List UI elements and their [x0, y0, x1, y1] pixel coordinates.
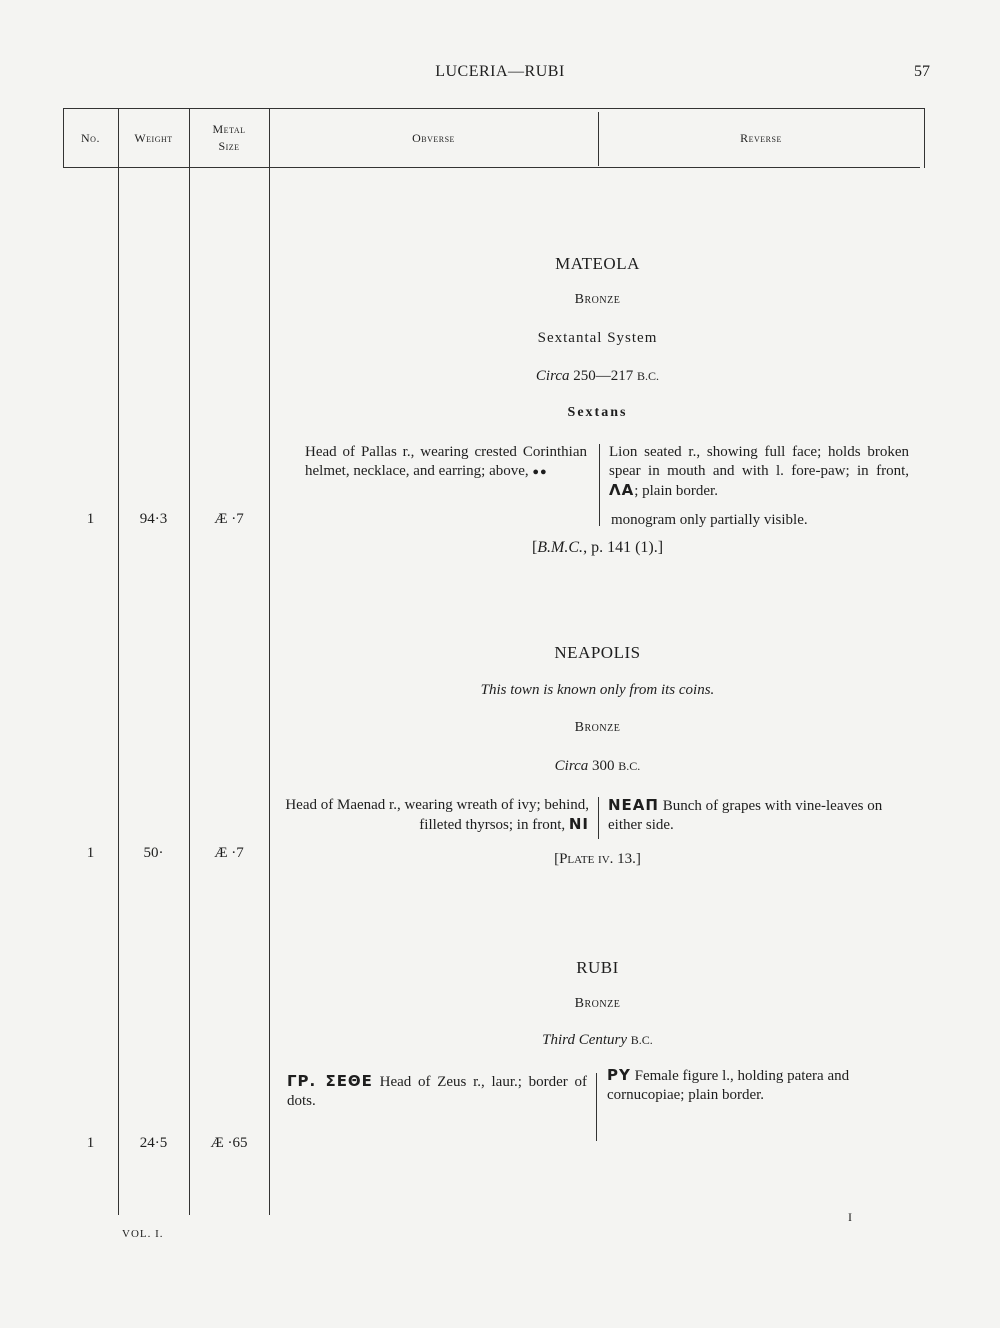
reference-title: B.M.C. [537, 539, 584, 556]
reference-bracket: [ [531, 539, 538, 556]
running-head: LUCERIA—RUBI [435, 63, 565, 80]
date-suffix: B.C. [630, 1033, 653, 1047]
reverse-note-mateola: monogram only partially visible. [611, 512, 808, 528]
reverse-text: Bunch of grapes with vine-leaves on either side. [608, 798, 883, 833]
date-suffix: B.C. [618, 759, 641, 773]
page-number: 57 [914, 63, 930, 80]
top-rule [63, 108, 925, 109]
reverse-mateola [609, 443, 909, 501]
header-metal: Metal [212, 122, 246, 136]
reverse-text-end: ; plain border. [634, 483, 718, 499]
obverse-text: Head of Pallas r., wearing crested Corinthian helmet, necklace, and earring; above, [305, 444, 587, 479]
metal-neapolis: Bronze [574, 720, 621, 735]
row-weight-mateola: 94·3 [139, 511, 168, 527]
note-neapolis: This town is known only from its coins. [480, 682, 715, 698]
obv-rev-divider-rubi [596, 1073, 597, 1141]
header-obverse: Obverse [412, 131, 455, 145]
col-line-weight [189, 108, 190, 1215]
row-size-neapolis: Æ ·7 [214, 845, 244, 861]
obv-rev-divider-mateola [599, 444, 600, 526]
obverse-text: Head of Maenad r., wearing wreath of ivy; behind, filleted thyrsos; in front, [285, 797, 589, 833]
footer-volume: VOL. I. [122, 1228, 164, 1240]
row-size-rubi: Æ ·65 [210, 1135, 248, 1151]
reference-neapolis: [Plate iv. 13.] [554, 851, 641, 867]
row-size-mateola: Æ ·7 [214, 511, 244, 527]
date-value: 300 [592, 758, 615, 774]
obverse-legend: NI [568, 815, 589, 833]
obverse-text: Head of Zeus r., laur.; border of dots. [287, 1074, 587, 1109]
date-text: Third Century [542, 1032, 628, 1048]
denomination-mateola: Sextans [567, 405, 628, 420]
date-value: 250—217 [573, 368, 634, 384]
section-title-rubi: RUBI [576, 958, 619, 977]
date-prefix: Circa [554, 758, 589, 774]
reverse-monogram: ΛΑ [609, 481, 635, 499]
reverse-neapolis [608, 796, 908, 835]
col-line-right [924, 108, 925, 168]
reverse-legend: ΝΕΑΠ [608, 796, 659, 814]
reverse-legend: ΡΥ [607, 1066, 631, 1084]
obverse-rubi [287, 1072, 587, 1111]
obverse-neapolis [283, 796, 589, 835]
row-weight-neapolis: 50· [143, 845, 164, 861]
row-no-mateola: 1 [86, 511, 95, 527]
obv-rev-divider-neapolis [598, 797, 599, 839]
row-weight-rubi: 24·5 [139, 1135, 168, 1151]
footer-signature: I [848, 1210, 852, 1224]
reverse-rubi [607, 1066, 907, 1105]
obverse-legend: ΓΡ. ΣΕΘΕ [287, 1072, 373, 1090]
metal-rubi: Bronze [574, 996, 621, 1011]
date-rubi [270, 1032, 925, 1049]
header-rule [63, 167, 920, 168]
obverse-mark: ●● [532, 466, 548, 478]
section-title-mateola: MATEOLA [555, 254, 640, 273]
date-prefix: Circa [535, 368, 570, 384]
row-no-rubi: 1 [86, 1135, 95, 1151]
col-line-no [118, 108, 119, 1215]
section-title-neapolis: NEAPOLIS [554, 643, 641, 662]
date-mateola [270, 368, 925, 385]
header-reverse: Reverse [740, 131, 782, 145]
row-no-neapolis: 1 [86, 845, 95, 861]
date-suffix: B.C. [637, 369, 660, 383]
reverse-text: Female figure l., holding patera and cornucopiae; plain border. [607, 1068, 850, 1103]
reference-rest: , p. 141 (1).] [583, 539, 664, 556]
obverse-mateola [305, 443, 587, 482]
metal-mateola: Bronze [574, 292, 621, 307]
system-mateola: Sextantal System [537, 330, 658, 346]
reverse-text: Lion seated r., showing full face; holds broken spear in mouth and with l. fore-paw; in front, [609, 444, 909, 479]
header-metal-size [189, 122, 269, 154]
header-weight: Weight [134, 131, 173, 145]
reference-mateola [270, 539, 925, 557]
header-no: No. [81, 131, 100, 145]
date-neapolis [270, 758, 925, 775]
header-size: Size [218, 139, 240, 153]
